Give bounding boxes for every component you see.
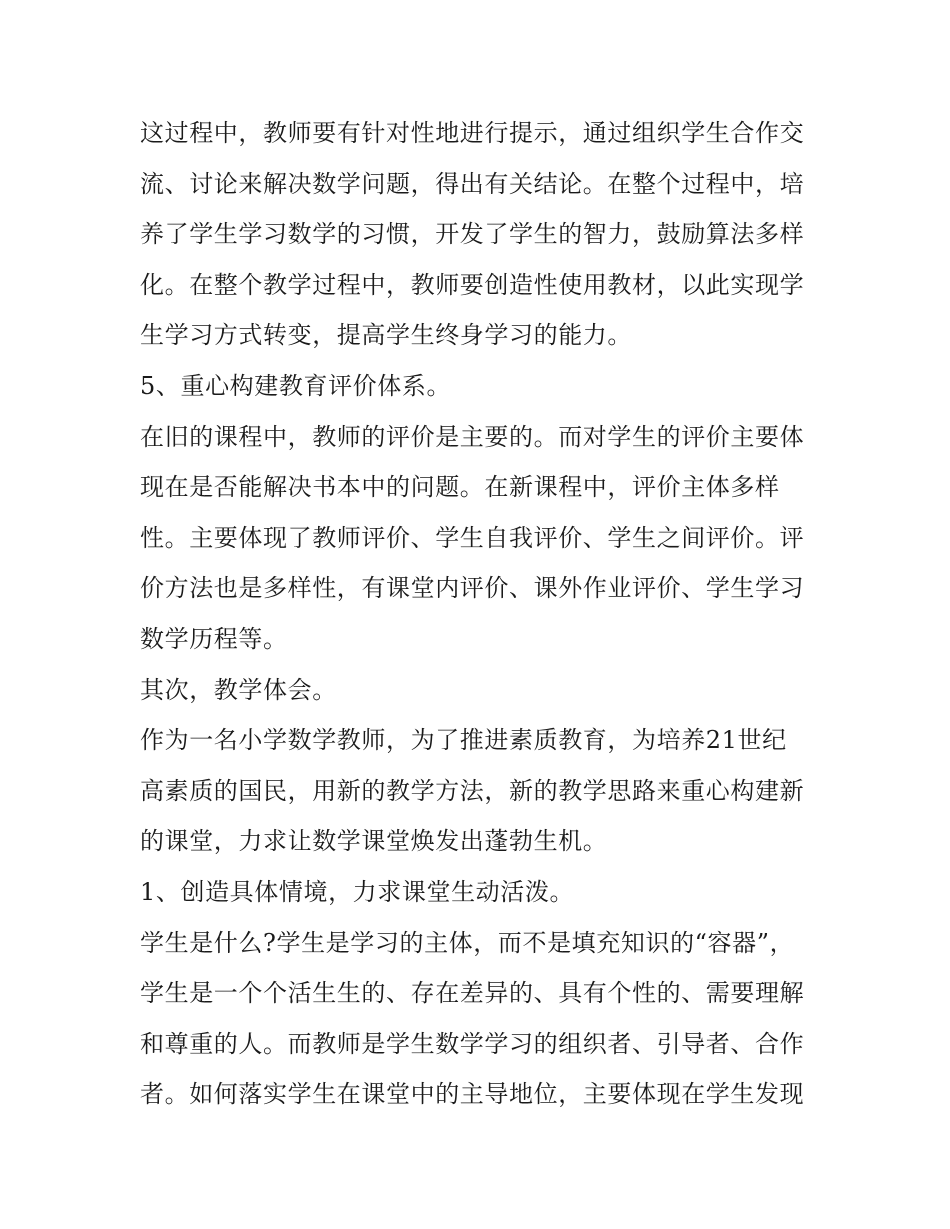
text-line-13: 作为一名小学数学教师，为了推进素质教育，为培养21世纪	[140, 726, 787, 755]
text-line-17: 学生是什么?学生是学习的主体，而不是填充知识的“容器”，	[140, 928, 795, 957]
text-line-9: 性。主要体现了教师评价、学生自我评价、学生之间评价。评	[140, 523, 805, 552]
text-line-11: 数学历程等。	[140, 624, 288, 653]
section-heading-secondly: 其次，教学体会。	[140, 675, 337, 704]
text-line-3: 养了学生学习数学的习惯，开发了学生的智力，鼓励算法多样	[140, 220, 805, 249]
text-line-8: 现在是否能解决书本中的问题。在新课程中，评价主体多样	[140, 473, 780, 502]
text-line-19: 和尊重的人。而教师是学生数学学习的组织者、引导者、合作	[140, 1029, 805, 1058]
text-line-10: 价方法也是多样性，有课堂内评价、课外作业评价、学生学习	[140, 574, 805, 603]
text-line-20: 者。如何落实学生在课堂中的主导地位，主要体现在学生发现	[140, 1080, 805, 1109]
text-line-4: 化。在整个教学过程中，教师要创造性使用教材，以此实现学	[140, 270, 805, 299]
text-line-5: 生学习方式转变，提高学生终身学习的能力。	[140, 321, 632, 350]
section-heading-1: 1、创造具体情境，力求课堂生动活泼。	[140, 877, 575, 906]
text-line-15: 的课堂，力求让数学课堂焕发出蓬勃生机。	[140, 827, 608, 856]
text-line-2: 流、讨论来解决数学问题，得出有关结论。在整个过程中，培	[140, 169, 805, 198]
text-line-1: 这过程中，教师要有针对性地进行提示，通过组织学生合作交	[140, 119, 805, 147]
text-line-14: 高素质的国民，用新的教学方法，新的教学思路来重心构建新	[140, 776, 805, 805]
document-body	[140, 108, 820, 1120]
text-line-18: 学生是一个个活生生的、存在差异的、具有个性的、需要理解	[140, 979, 805, 1008]
text-line-7: 在旧的课程中，教师的评价是主要的。而对学生的评价主要体	[140, 422, 805, 451]
section-heading-5: 5、重心构建教育评价体系。	[140, 371, 452, 400]
